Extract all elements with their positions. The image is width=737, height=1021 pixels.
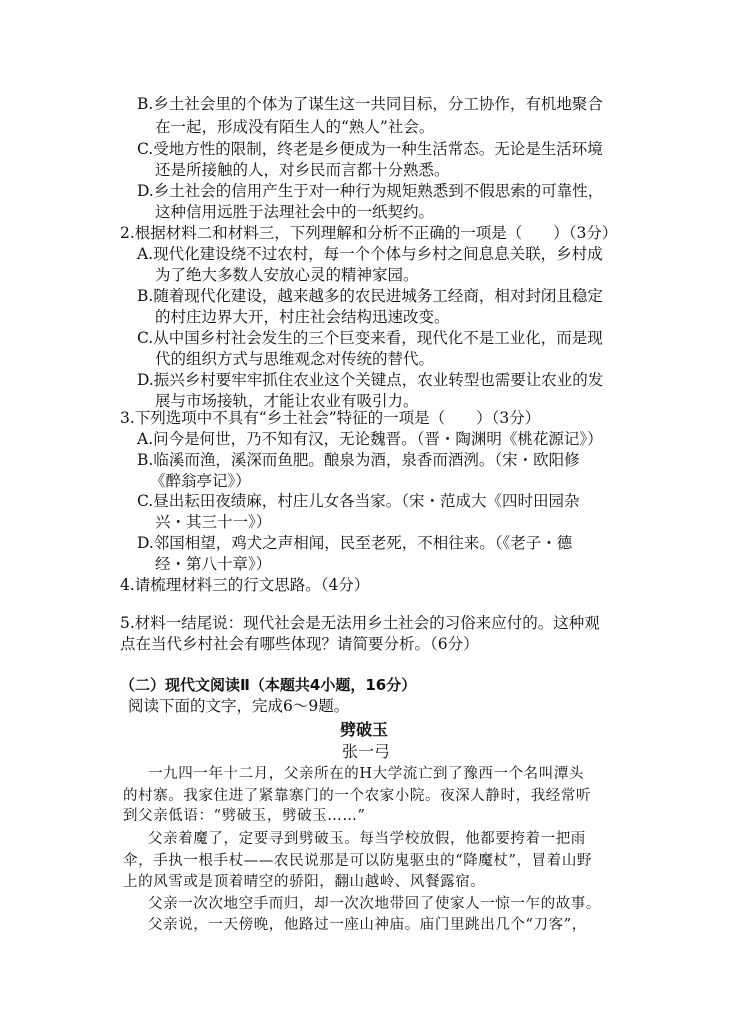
q2-option-d-line1: D.振兴乡村要牢牢抓住农业这个关键点，农业转型也需要让农业的发 bbox=[137, 371, 604, 389]
q2-option-c-line2: 代的组织方式与思维观念对传统的替代。 bbox=[155, 350, 435, 368]
story-line: 到父亲低语：“劈破玉，劈破玉……” bbox=[123, 808, 366, 824]
q1-option-d-line2: 这种信用远胜于法理社会中的一纸契约。 bbox=[155, 203, 435, 221]
section-instruction: 阅读下面的文字，完成6～9题。 bbox=[128, 697, 350, 715]
q3-option-a: A.问今是何世，乃不知有汉，无论魏晋。（晋・陶渊明《桃花源记》） bbox=[137, 430, 603, 448]
q1-option-d-line1: D.乡土社会的信用产生于对一种行为规矩熟悉到不假思索的可靠性， bbox=[137, 182, 604, 200]
q1-option-c-line2: 还是所接触的人，对乡民而言都十分熟悉。 bbox=[155, 161, 450, 179]
q5-stem-line2: 点在当代乡村社会有哪些体现？请简要分析。（6分） bbox=[120, 635, 479, 653]
q5-stem-line1: 5.材料一结尾说：现代社会是无法用乡土社会的习俗来应付的。这种观 bbox=[120, 614, 600, 632]
q1-option-c-line1: C.受地方性的限制，终老是乡便成为一种生活常态。无论是生活环境 bbox=[137, 140, 603, 158]
story-line: 伞，手执一根手杖——农民说那是可以防鬼驱虫的“降魔杖”，冒着山野 bbox=[123, 853, 593, 869]
q3-option-b-line1: B.临溪而渔，溪深而鱼肥。酿泉为酒，泉香而酒洌。（宋・欧阳修 bbox=[137, 451, 580, 469]
story-line: 的村寨。我家住进了紧靠寨门的一个农家小院。夜深人静时，我经常听 bbox=[123, 788, 592, 804]
story-line: 一九四一年十二月，父亲所在的H大学流亡到了豫西一个名叫潭头 bbox=[148, 766, 585, 782]
story-line: 上的风雪或是顶着晴空的骄阳，翻山越岭、风餐露宿。 bbox=[123, 874, 486, 890]
story-line: 父亲说，一天傍晚，他路过一座山神庙。庙门里跳出几个“刀客”， bbox=[148, 917, 587, 933]
q2-option-a-line2: 为了绝大多数人安放心灵的精神家园。 bbox=[155, 266, 419, 284]
q2-stem: 2.根据材料二和材料三，下列理解和分析不正确的一项是（ ）（3分） bbox=[120, 224, 618, 242]
q2-option-d-line2: 展与市场接轨，才能让农业有吸引力。 bbox=[155, 392, 419, 410]
q1-option-b-line2: 在一起，形成没有陌生人的“熟人”社会。 bbox=[155, 118, 435, 136]
q3-stem: 3.下列选项中不具有“乡土社会”特征的一项是（ ）（3分） bbox=[120, 409, 541, 427]
q4-stem: 4.请梳理材料三的行文思路。（4分） bbox=[120, 576, 370, 594]
section-heading: （二）现代文阅读Ⅱ（本题共4小题，16分） bbox=[120, 676, 417, 694]
q3-option-c-line1: C.昼出耘田夜绩麻，村庄儿女各当家。（宋・范成大《四时田园杂 bbox=[137, 492, 580, 510]
q3-option-d-line1: D.邻国相望，鸡犬之声相闻，民至老死，不相往来。（《老子・德 bbox=[137, 534, 573, 552]
q2-option-b-line1: B.随着现代化建设，越来越多的农民进城务工经商，相对封闭且稳定 bbox=[137, 287, 603, 305]
q2-option-c-line1: C.从中国乡村社会发生的三个巨变来看，现代化不是工业化，而是现 bbox=[137, 329, 603, 347]
q3-option-c-line2: 兴・其三十一》） bbox=[155, 513, 272, 531]
story-line: 父亲一次次地空手而归，却一次次地带回了使家人一惊一乍的故事。 bbox=[148, 896, 601, 912]
story-author: 张一弓 bbox=[342, 742, 391, 761]
q2-option-b-line2: 的村庄边界大开，村庄社会结构迅速改变。 bbox=[155, 308, 450, 326]
q2-option-a-line1: A.现代化建设绕不过农村，每一个个体与乡村之间息息关联，乡村成 bbox=[137, 245, 603, 263]
q1-option-b-line1: B.乡土社会里的个体为了谋生这一共同目标，分工协作，有机地聚合 bbox=[137, 95, 603, 113]
q3-option-d-line2: 经・第八十章》） bbox=[155, 555, 272, 573]
q3-option-b-line2: 《醉翁亭记》） bbox=[150, 472, 251, 490]
story-line: 父亲着魔了，定要寻到劈破玉。每当学校放假，他都要挎着一把雨 bbox=[148, 831, 586, 847]
story-title: 劈破玉 bbox=[340, 720, 389, 739]
